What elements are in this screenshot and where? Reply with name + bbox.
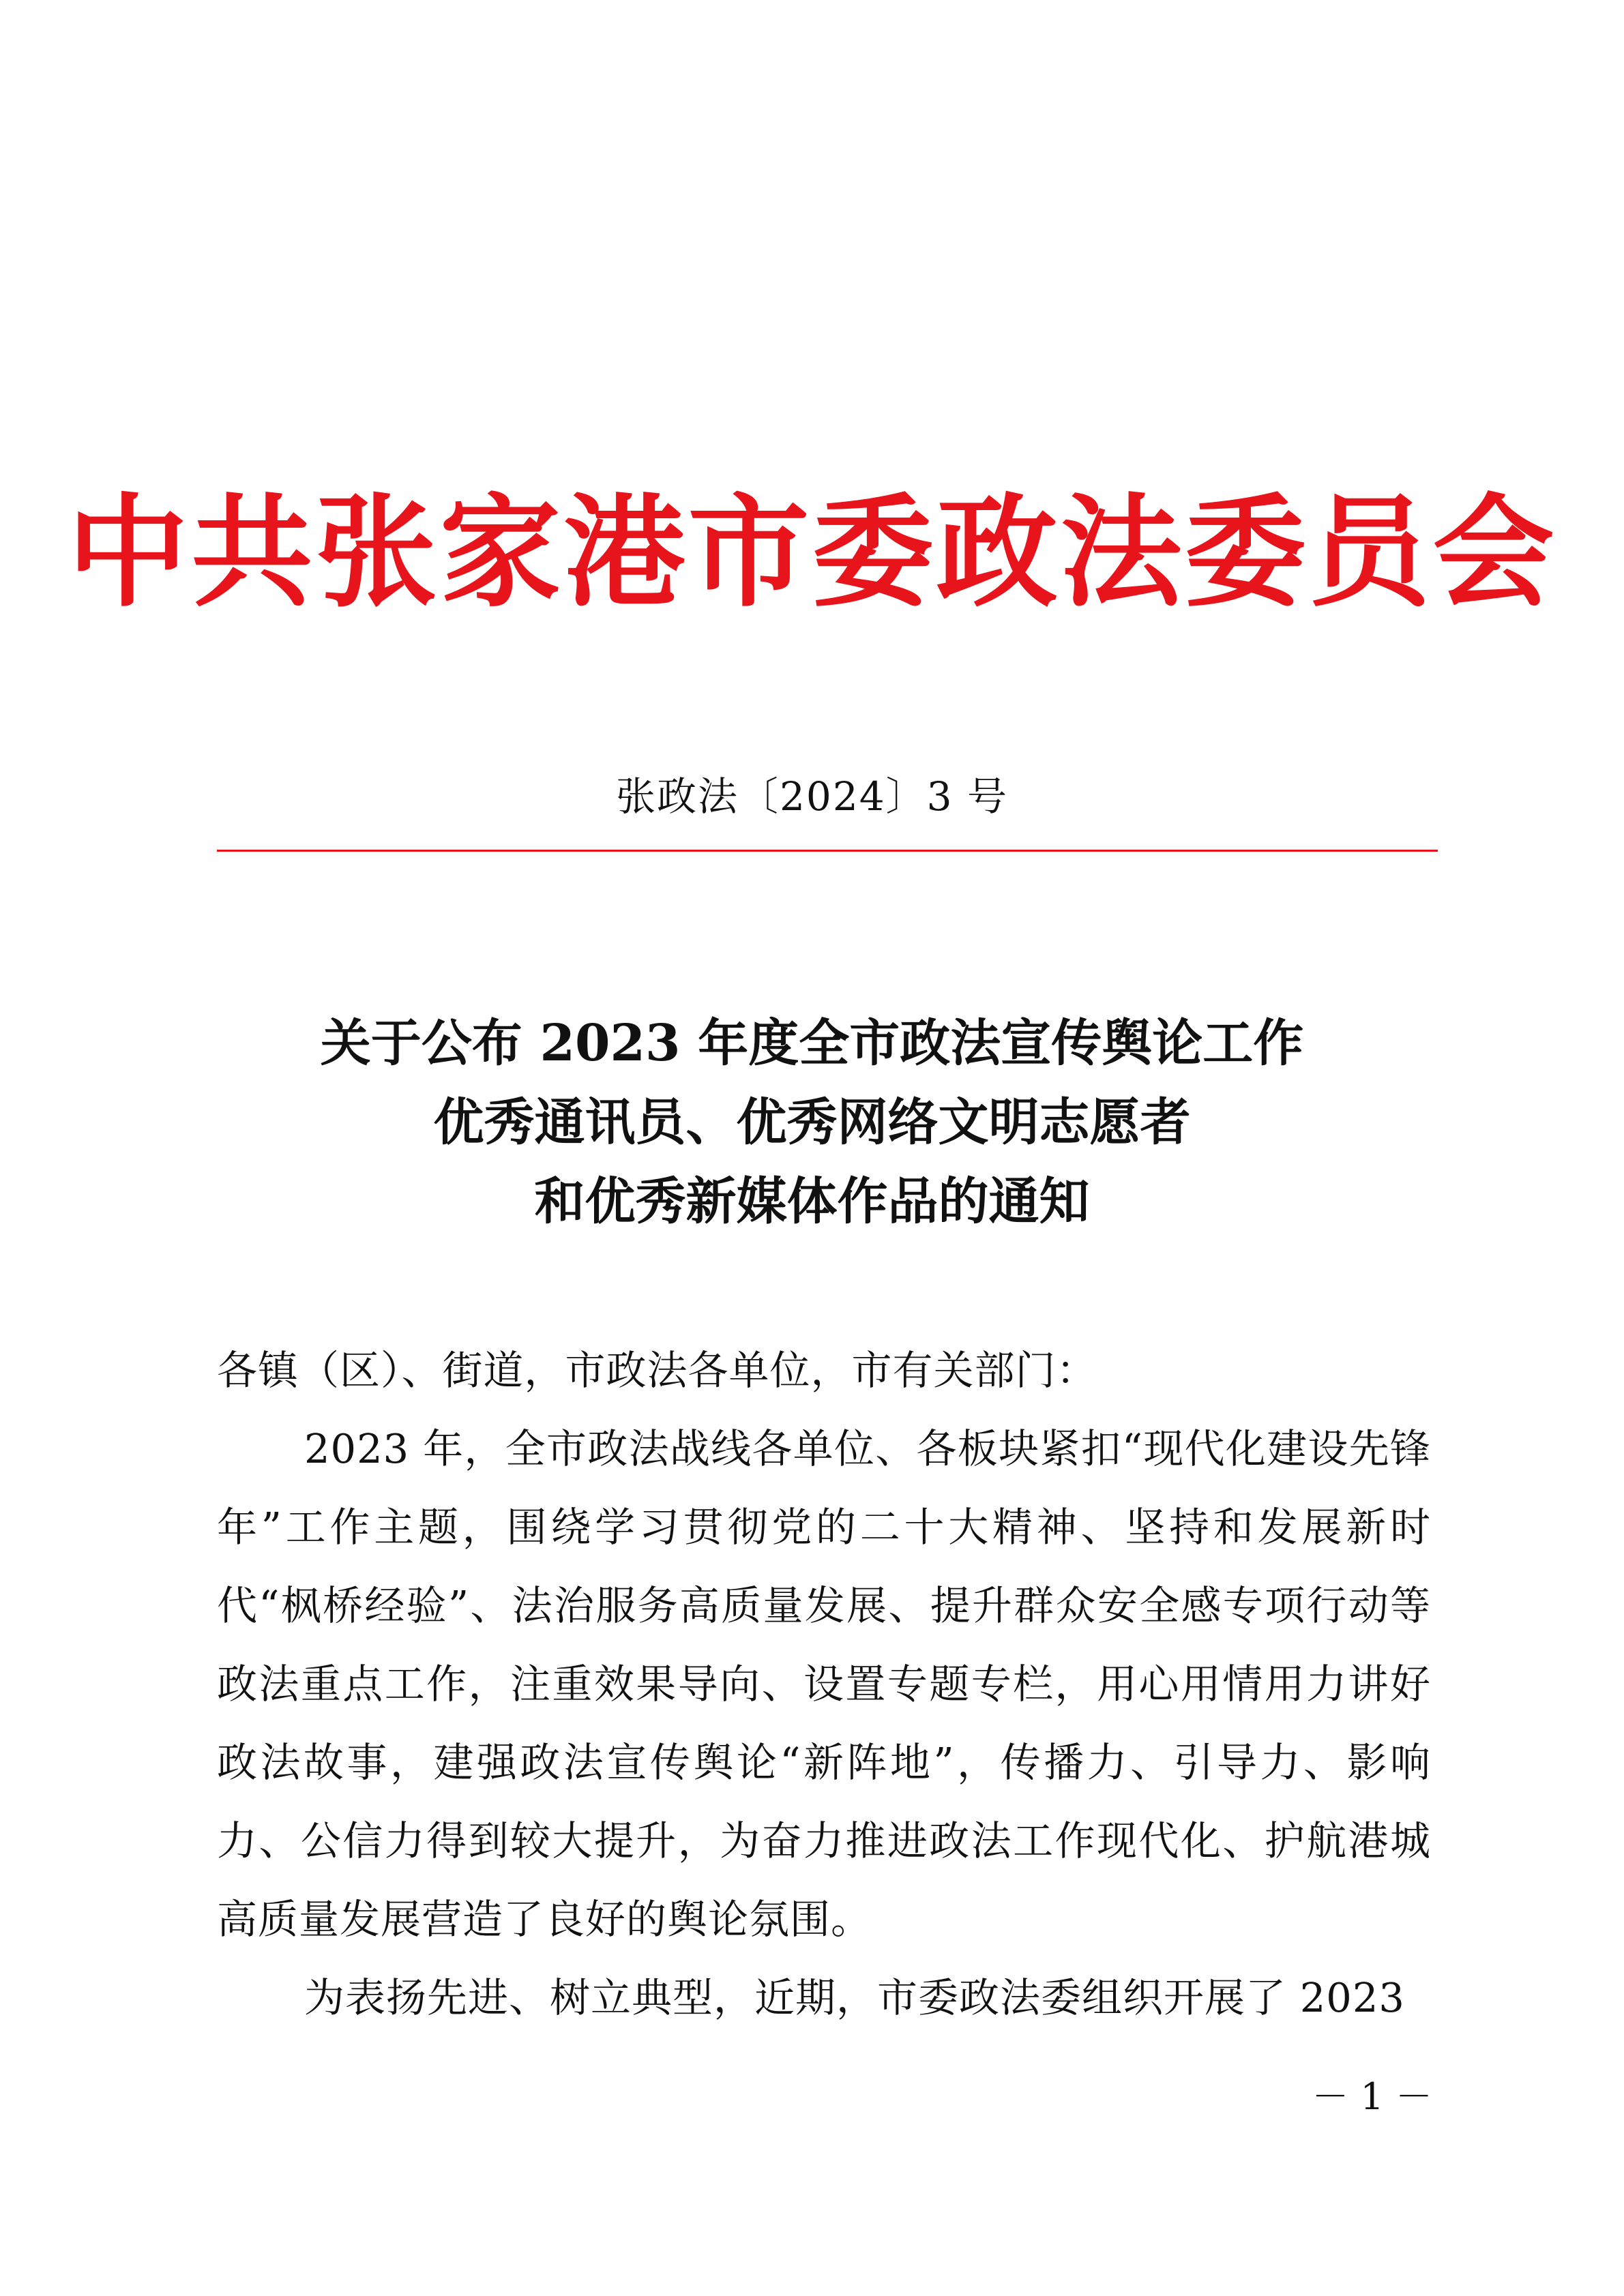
body-paragraph-1: 2023 年，全市政法战线各单位、各板块紧扣“现代化建设先锋年”工作主题，围绕学习贯彻党的二十大精神、坚持和发展新时代“枫桥经验”、法治服务高质量发展、提升群众安全感专项行动等政法重点工作，注重效果导向、设置专题专栏，用心用情用力讲好政法故事，建强政法宣传舆论“新阵地”，传播力、引导力、影响力、公信力得到较大提升，为奋力推进政法工作现代化、护航港城高质量发展营造了良好的舆论氛围。 [217, 1425, 1431, 1943]
salutation: 各镇（区）、街道，市政法各单位，市有关部门： [217, 1347, 1097, 1394]
title-line-1: 关于公布 2023 年度全市政法宣传舆论工作 [320, 1014, 1304, 1073]
title-line-2: 优秀通讯员、优秀网络文明志愿者 [433, 1093, 1191, 1152]
body-paragraph-2: 为表扬先进、树立典型，近期，市委政法委组织开展了 2023 [304, 1974, 1405, 2021]
document-number: 张政法〔2024〕3 号 [616, 773, 1008, 820]
issuer-masthead: 中共张家港市委政法委员会 [67, 481, 1557, 623]
red-separator-line [217, 850, 1438, 852]
title-line-3: 和优秀新媒体作品的通知 [534, 1172, 1090, 1231]
notice-body [217, 1331, 1431, 2037]
page-number: － 1 － [1312, 2075, 1432, 2118]
notice-title [0, 1004, 1624, 1241]
